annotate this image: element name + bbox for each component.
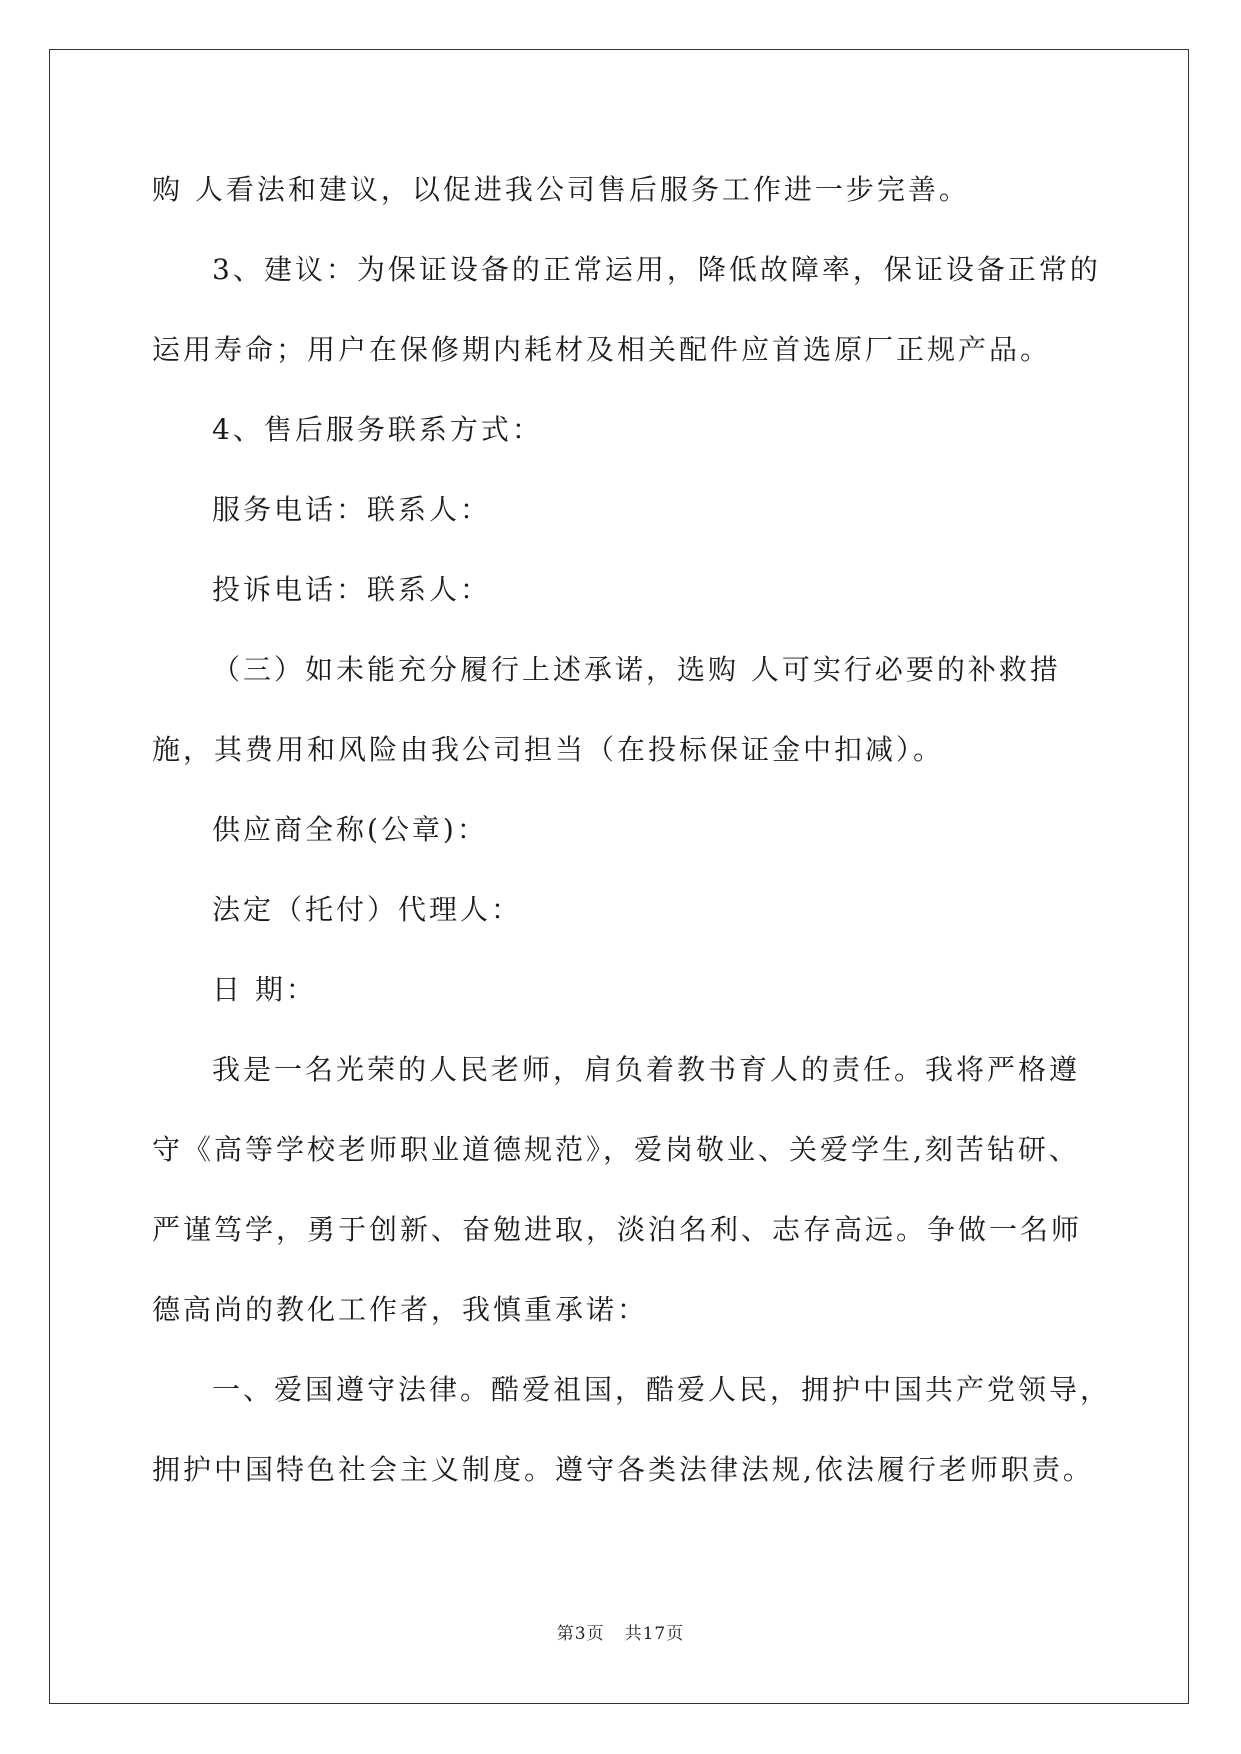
text-line: 施，其费用和风险由我公司担当（在投标保证金中扣减）。 [152,733,945,766]
page-number: 第3页 [556,1624,605,1644]
text-line: 我是一名光荣的人民老师，肩负着教书育人的责任。我将严格遵 [212,1053,1081,1086]
text-line: 供应商全称(公章)： [212,813,488,846]
page-footer [0,1619,1241,1644]
text-line: 服务电话：联系人： [212,493,492,526]
text-line: 拥护中国特色社会主义制度。遵守各类法律法规,依法履行老师职责。 [152,1453,1094,1486]
text-line: 法定（托付）代理人： [212,893,523,926]
text-line: 严谨笃学，勇于创新、奋勉进取，淡泊名利、志存高远。争做一名师 [152,1213,1083,1246]
page-total: 共17页 [624,1624,685,1644]
text-line: 一、爱国遵守法律。酷爱祖国，酷爱人民，拥护中国共产党领导， [212,1373,1112,1406]
text-line: 投诉电话：联系人： [212,573,492,606]
text-line: 运用寿命；用户在保修期内耗材及相关配件应首选原厂正规产品。 [152,333,1052,366]
text-line: 守《高等学校老师职业道德规范》，爱岗敬业、关爱学生,刻苦钻研、 [152,1133,1080,1166]
text-line: 购 人看法和建议，以促进我公司售后服务工作进一步完善。 [152,173,970,206]
text-line: 德高尚的教化工作者，我慎重承诺： [152,1293,649,1326]
text-line: （三）如未能充分履行上述承诺，选购 人可实行必要的补救措 [212,653,1061,686]
text-line: 日 期： [212,973,317,1006]
text-line: 3、建议：为保证设备的正常运用，降低故障率，保证设备正常的 [212,253,1101,286]
text-line: 4、售后服务联系方式： [212,413,543,446]
